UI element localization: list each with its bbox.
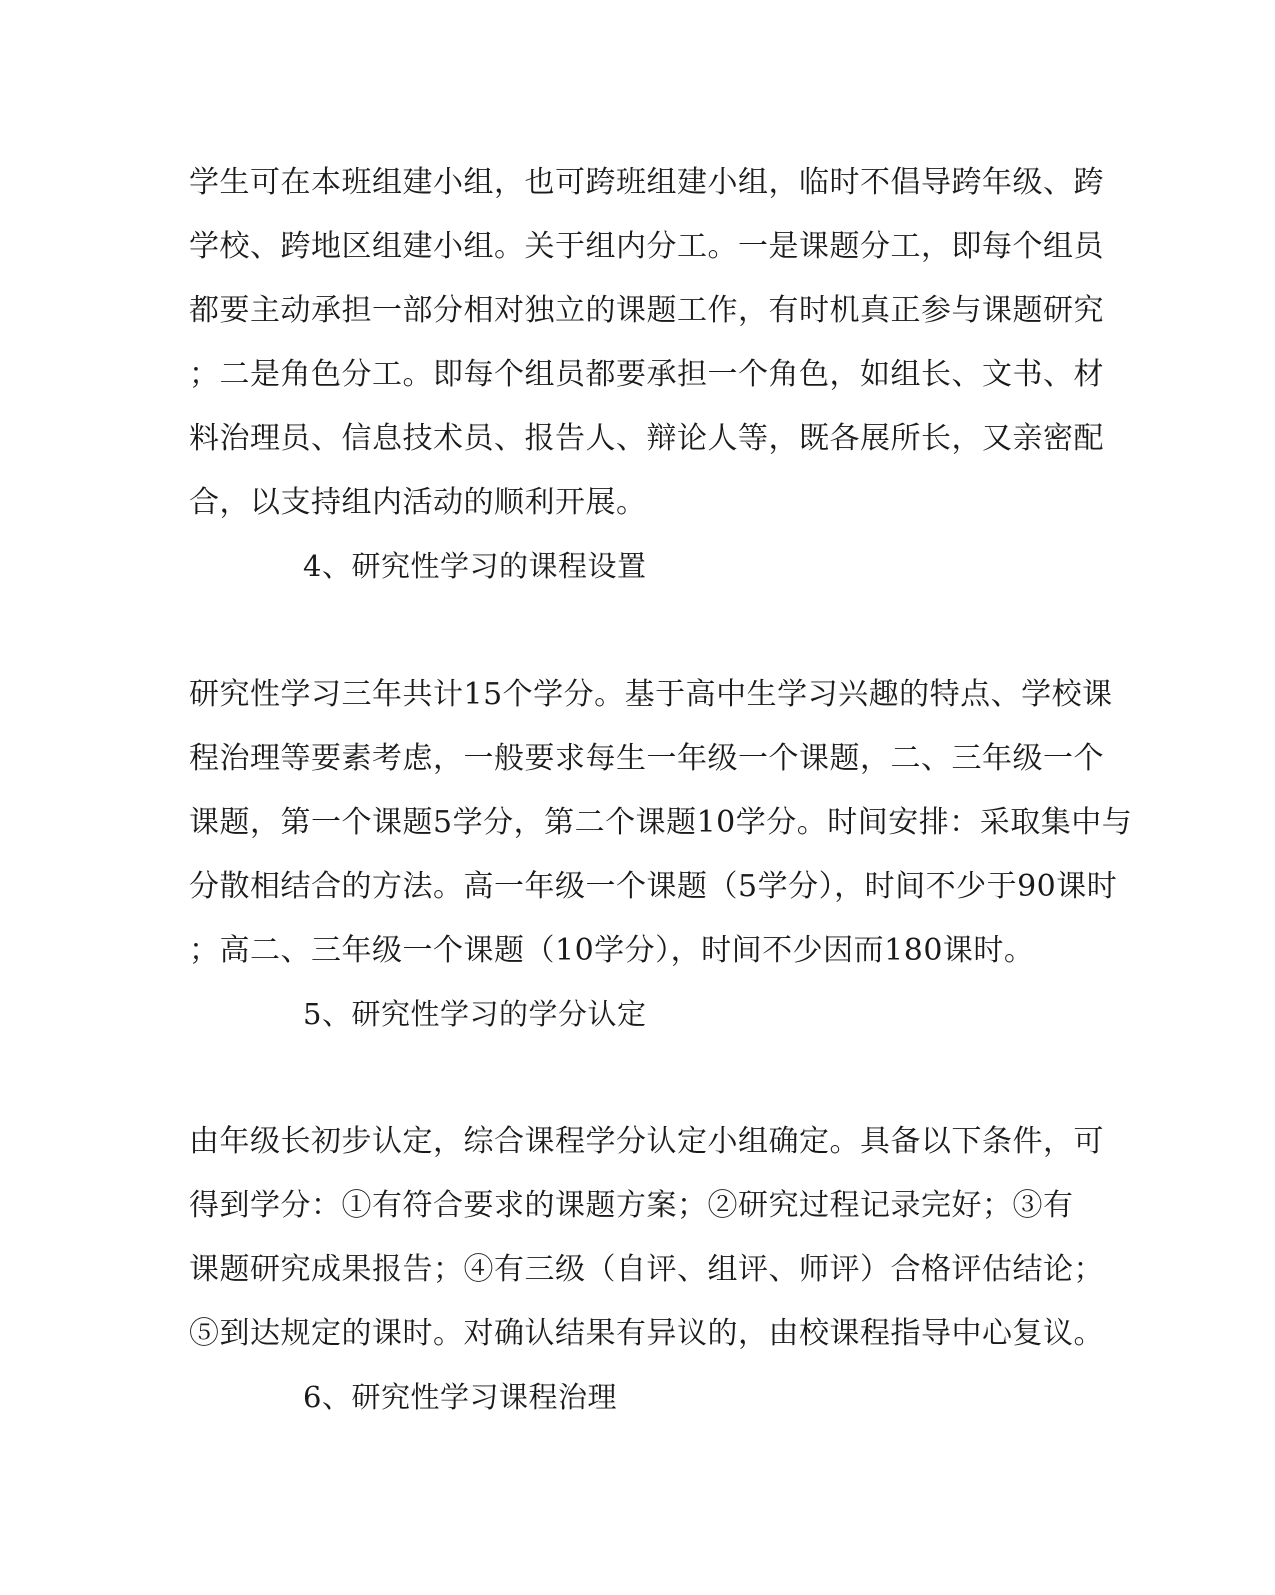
text-line: ；高二、三年级一个课题（10学分），时间不少因而180课时。	[189, 933, 1035, 968]
text-line: 学生可在本班组建小组，也可跨班组建小组，临时不倡导跨年级、跨	[189, 165, 1104, 200]
text-line: 都要主动承担一部分相对独立的课题工作，有时机真正参与课题研究	[189, 293, 1104, 328]
text-line: 得到学分：①有符合要求的课题方案；②研究过程记录完好；③有	[189, 1188, 1074, 1223]
text-line: 研究性学习三年共计15个学分。基于高中生学习兴趣的特点、学校课	[189, 677, 1113, 712]
text-line: 课题，第一个课题5学分，第二个课题10学分。时间安排：采取集中与	[189, 805, 1133, 840]
text-line: 料治理员、信息技术员、报告人、辩论人等，既各展所长，又亲密配	[189, 421, 1104, 456]
text-line: 程治理等要素考虑，一般要求每生一年级一个课题，二、三年级一个	[189, 741, 1104, 776]
text-line: 合，以支持组内活动的顺利开展。	[189, 485, 647, 520]
text-line: 分散相结合的方法。高一年级一个课题（5学分），时间不少于90课时	[189, 869, 1118, 904]
text-line: ⑤到达规定的课时。对确认结果有异议的，由校课程指导中心复议。	[189, 1316, 1104, 1351]
section-heading-credit-recognition: 5、研究性学习的学分认定	[303, 997, 647, 1031]
text-line: 学校、跨地区组建小组。关于组内分工。一是课题分工，即每个组员	[189, 229, 1104, 264]
text-line: 由年级长初步认定，综合课程学分认定小组确定。具备以下条件，可	[189, 1124, 1104, 1159]
section-heading-course-management: 6、研究性学习课程治理	[303, 1380, 617, 1414]
text-line: 课题研究成果报告；④有三级（自评、组评、师评）合格评估结论；	[189, 1252, 1104, 1287]
section-heading-course-setup: 4、研究性学习的课程设置	[303, 549, 647, 583]
text-line: ；二是角色分工。即每个组员都要承担一个角色，如组长、文书、材	[189, 357, 1104, 392]
